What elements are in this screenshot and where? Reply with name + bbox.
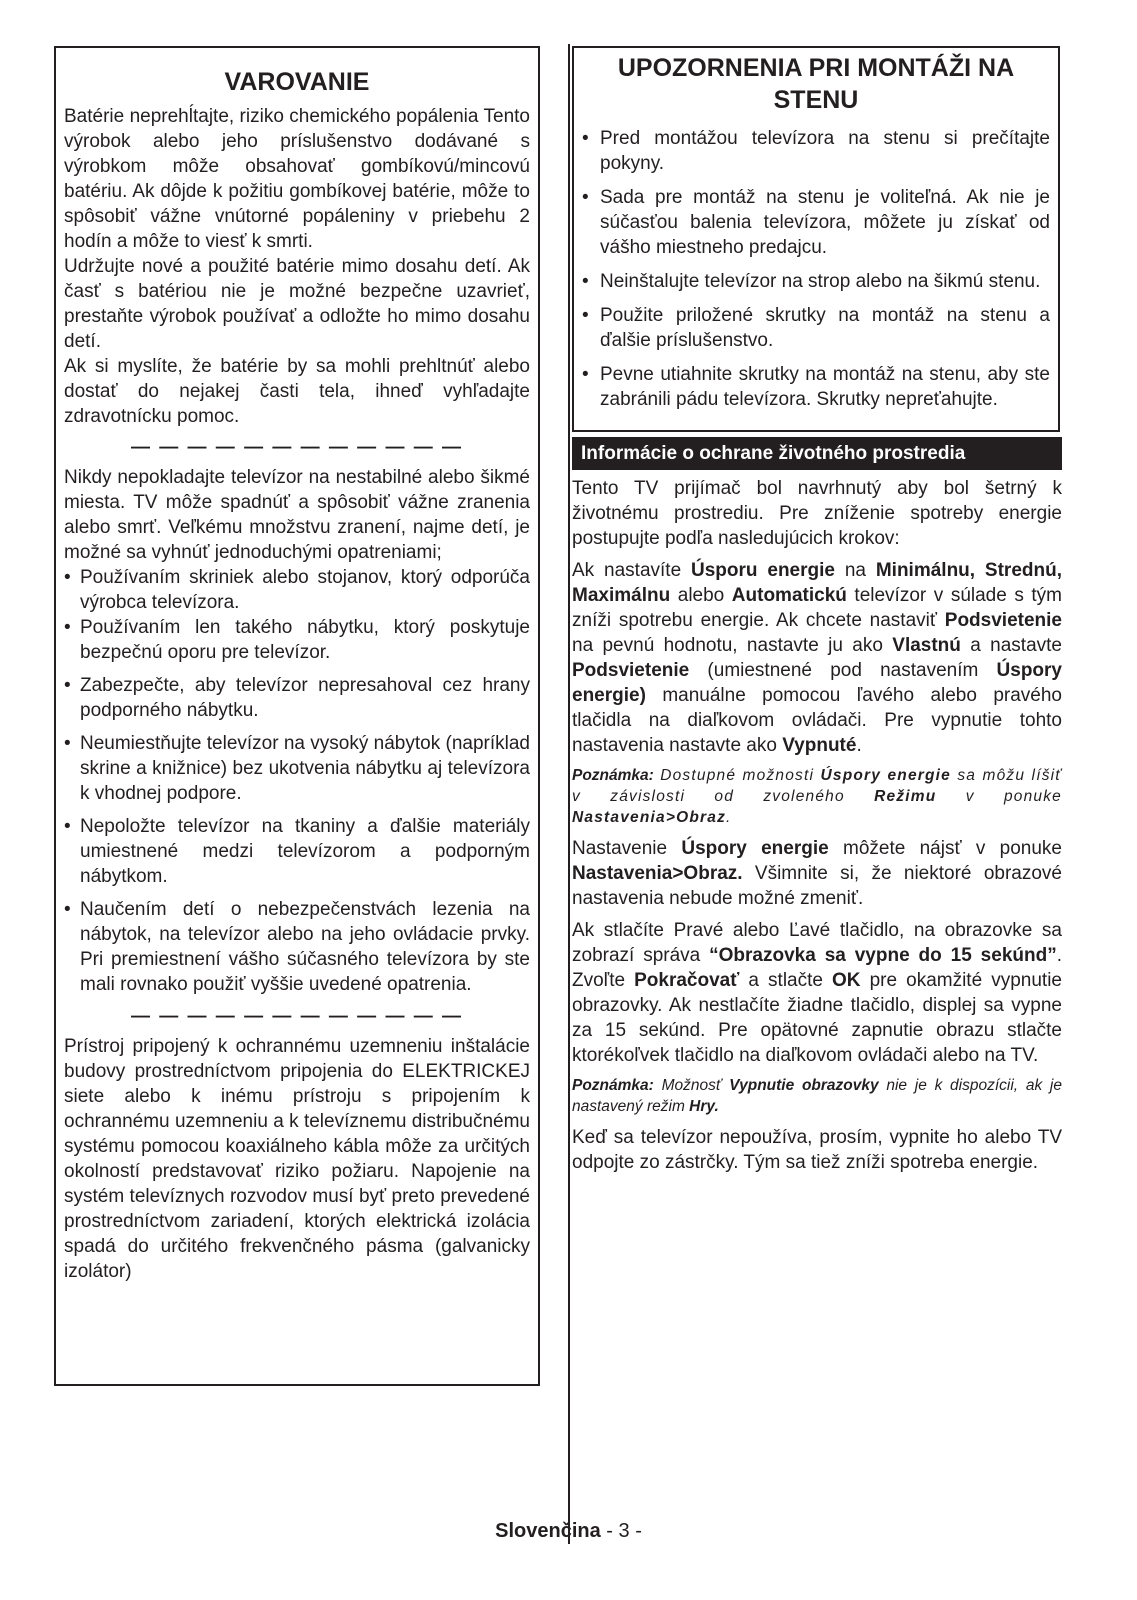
- text-run: Možnosť: [653, 1077, 730, 1094]
- list-item: • Neumiestňujte televízor na vysoký nábytok (napríklad skrine a knižnice) bez ukotvenia nábytku aj televízora k vhodnej podpore.: [64, 731, 530, 806]
- unplug-paragraph: Keď sa televízor nepoužíva, prosím, vypnite ho alebo TV odpojte zo zástrčky. Tým sa tiež zníži spotreba energie.: [572, 1127, 1062, 1173]
- list-item: • Používaním len takého nábytku, ktorý poskytuje bezpečnú oporu pre televízor.: [64, 615, 530, 665]
- text-run: Režimu: [874, 788, 937, 805]
- text-run: Nastavenie: [572, 838, 682, 859]
- energy-note: [572, 765, 1062, 828]
- text-run: môžete nájsť v ponuke: [828, 838, 1062, 859]
- environment-header: Informácie o ochrane životného prostredia: [572, 437, 1062, 470]
- text-run: Všimnite si, že niektoré obrazové nastavenia nebude možné zmeniť.: [572, 863, 1062, 909]
- list-item: • Naučením detí o nebezpečenstvách lezenia na nábytok, na televízor alebo na jeho ovládacie prvky. Pri premiestnení vášho súčasného televízora by ste mali rovnako použiť vyššie uvedené opatrenia.: [64, 897, 530, 997]
- separator-line: — — — — — — — — — — — —: [130, 1006, 464, 1027]
- screen-off-note: [572, 1075, 1062, 1117]
- battery-paragraph-2: Udržujte nové a použité batérie mimo dosahu detí. Ak časť s batériou nie je možné bezpečne uzavrieť, prestaňte výrobok používať a odložte ho mimo dosahu detí.: [64, 256, 530, 352]
- text-run: manuálne pomocou ľavého alebo pravého tlačidla na diaľkovom ovládači. Pre vypnutie tohto nastavenia nastavte ako: [572, 685, 1062, 756]
- text-run: Vypnutie obrazovky: [729, 1077, 879, 1094]
- warning-title: VAROVANIE: [224, 68, 370, 96]
- text-run: Úsporu energie: [691, 560, 835, 581]
- footer-page-number: - 3 -: [606, 1520, 642, 1542]
- text-run: alebo: [670, 585, 732, 606]
- wall-mount-box: [572, 46, 1060, 432]
- list-item: • Pevne utiahnite skrutky na montáž na stenu, aby ste zabránili pádu televízora. Skrutky nepreťahujte.: [582, 362, 1050, 412]
- text-run: a nastavte: [960, 635, 1063, 656]
- text-run: Dostupné možnosti: [653, 767, 821, 784]
- text-run: Minimálnu, Strednú, Maximálnu: [572, 560, 1062, 606]
- environment-intro: Tento TV prijímač bol navrhnutý aby bol šetrný k životnému prostrediu. Pre zníženie spotreby energie postupujte podľa nasledujúcich krokov:: [572, 478, 1062, 549]
- screen-off-paragraph: [572, 918, 1062, 1068]
- wall-mount-title: UPOZORNENIA PRI MONTÁŽI NA STENU: [617, 54, 1015, 114]
- text-run: nie je k dispozícii, ak je nastavený režim: [572, 1077, 1062, 1115]
- list-item: • Neinštalujte televízor na strop alebo na šikmú stenu.: [582, 269, 1050, 294]
- text-run: Poznámka:: [572, 1077, 654, 1094]
- text-run: Poznámka:: [572, 767, 654, 784]
- text-run: OK: [832, 970, 861, 991]
- list-item: • Zabezpečte, aby televízor nepresahoval cez hrany podporného nábytku.: [64, 673, 530, 723]
- text-run: Pokračovať: [634, 970, 740, 991]
- text-run: v ponuke: [936, 788, 1062, 805]
- text-run: Úspory energie: [820, 767, 951, 784]
- stability-list: [64, 565, 530, 997]
- text-run: “Obrazovka sa vypne do 15 sekúnd”: [709, 945, 1057, 966]
- text-run: Hry.: [689, 1098, 719, 1115]
- grounding-paragraph: Prístroj pripojený k ochrannému uzemneniu inštalácie budovy prostredníctvom pripojenia do ELEKTRICKEJ siete alebo k inému prístroju s pripojením k ochrannému uzemneniu a k televíznemu distribučnému systému pomocou koaxiálneho kábla môže za určitých okolností predstavovať riziko požiaru. Napojenie na systém televíznych rozvodov musí byť preto prevedené prostredníctvom zariadení, ktorých elektrická izolácia spadá do určitého frekvenčného pásma (galvanicky izolátor): [64, 1036, 530, 1282]
- text-run: sa môžu líšiť v závislosti od zvoleného: [572, 767, 1062, 805]
- text-run: pre okamžité vypnutie obrazovky. Ak nestlačíte žiadne tlačidlo, displej sa vypne za 15 sekúnd. Pre opätovné zapnutie obrazu stlačte ktorékoľvek tlačidlo na diaľkovom ovládači alebo na TV.: [572, 970, 1062, 1066]
- separator-line: — — — — — — — — — — — —: [130, 437, 464, 458]
- settings-paragraph: [572, 836, 1062, 911]
- list-item: • Používaním skriniek alebo stojanov, ktorý odporúča výrobca televízora.: [64, 565, 530, 615]
- text-run: Podsvietenie: [944, 610, 1062, 631]
- text-run: Nastavenia>Obraz: [572, 809, 727, 826]
- wall-mount-list: [582, 126, 1050, 412]
- text-run: Vypnuté: [782, 735, 857, 756]
- text-run: Ak nastavíte: [572, 560, 692, 581]
- environment-section: [572, 437, 1062, 1182]
- footer-language: Slovenčina: [495, 1520, 601, 1542]
- text-run: na pevnú hodnotu, nastavte ju ako: [572, 635, 893, 656]
- text-run: a stlačte: [739, 970, 833, 991]
- list-item: • Sada pre montáž na stenu je voliteľná. Ak nie je súčasťou balenia televízora, môžete ju získať od vášho miestneho predajcu.: [582, 185, 1050, 260]
- text-run: .: [726, 809, 732, 826]
- list-item: • Pred montážou televízora na stenu si prečítajte pokyny.: [582, 126, 1050, 176]
- text-run: Vlastnú: [892, 635, 961, 656]
- text-run: televízor v súlade s tým zníži spotrebu energie. Ak chcete nastaviť: [572, 585, 1063, 631]
- battery-paragraph-1: Batérie neprehĺtajte, riziko chemického popálenia Tento výrobok alebo jeho príslušenstvo dodávané s výrobkom môže obsahovať gombíkovú/mincovú batériu. Ak dôjde k požitiu gombíkovej batérie, môže to spôsobiť vážne vnútorné popáleniny v priebehu 2 hodín a môže to viesť k smrti.: [64, 106, 530, 252]
- stability-intro: Nikdy nepokladajte televízor na nestabilné alebo šikmé miesta. TV môže spadnúť a spôsobiť vážne zranenia alebo smrť. Veľkému množstvu zranení, najme detí, je možné sa vyhnúť jednoduchými opatreniami;: [64, 467, 530, 563]
- text-run: .: [856, 735, 862, 756]
- text-run: (umiestnené pod nastavením: [689, 660, 997, 681]
- text-run: Ak stlačíte Pravé alebo Ľavé tlačidlo, na obrazovke sa zobrazí správa: [572, 920, 1062, 966]
- battery-paragraph-3: Ak si myslíte, že batérie by sa mohli prehltnúť alebo dostať do nejakej časti tela, ihneď vyhľadajte zdravotnícku pomoc.: [64, 356, 530, 427]
- page-footer: [0, 1518, 1137, 1544]
- text-run: Podsvietenie: [572, 660, 690, 681]
- text-run: na: [834, 560, 876, 581]
- warning-box: [54, 46, 540, 1386]
- text-run: Automatickú: [731, 585, 847, 606]
- text-run: Nastavenia>Obraz.: [572, 863, 743, 884]
- text-run: Úspory energie: [681, 838, 829, 859]
- text-run: . Zvoľte: [572, 945, 1062, 991]
- column-divider: [568, 44, 570, 1544]
- text-run: Úspory energie): [572, 660, 1062, 706]
- energy-saving-paragraph: [572, 558, 1062, 758]
- list-item: • Použite priložené skrutky na montáž na stenu a ďalšie príslušenstvo.: [582, 303, 1050, 353]
- list-item: • Nepoložte televízor na tkaniny a ďalšie materiály umiestnené medzi televízorom a podporným nábytkom.: [64, 814, 530, 889]
